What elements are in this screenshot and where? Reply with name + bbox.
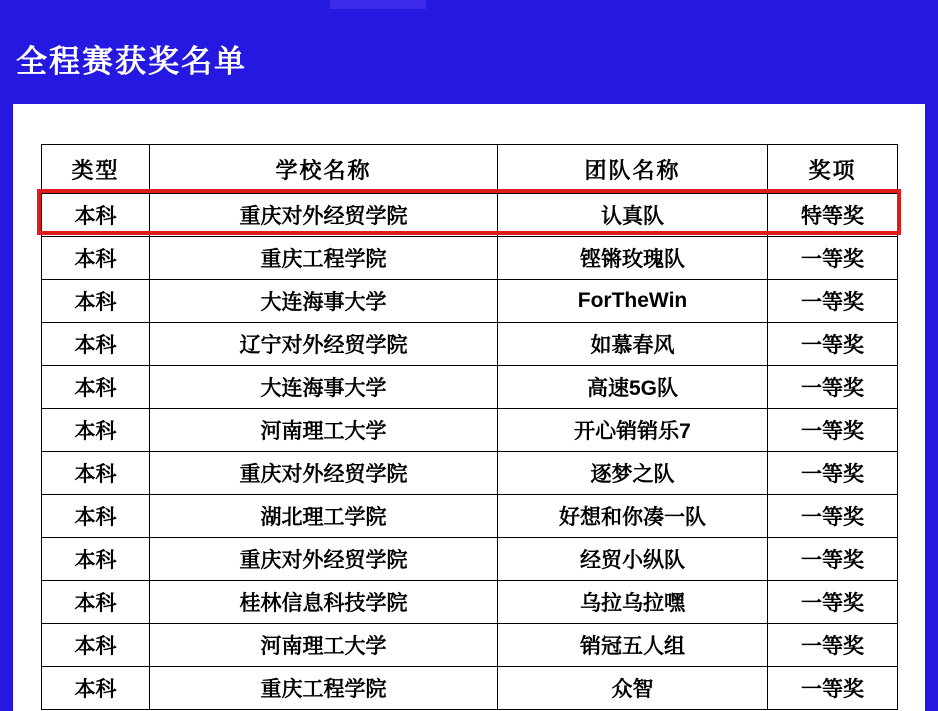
- cell-school: 重庆对外经贸学院: [150, 194, 498, 237]
- cell-school: 河南理工大学: [150, 624, 498, 667]
- cell-team: 如慕春风: [498, 323, 768, 366]
- cell-award: 一等奖: [768, 237, 898, 280]
- cell-school: 河南理工大学: [150, 409, 498, 452]
- top-accent-strip: [330, 0, 426, 9]
- page-title: 全程赛获奖名单: [16, 44, 247, 79]
- cell-type: 本科: [42, 194, 150, 237]
- cell-team: ForTheWin: [498, 280, 768, 323]
- cell-type: 本科: [42, 667, 150, 710]
- award-list-table: [41, 144, 898, 710]
- cell-school: 大连海事大学: [150, 366, 498, 409]
- cell-type: 本科: [42, 409, 150, 452]
- cell-team: 众智: [498, 667, 768, 710]
- cell-team: 认真队: [498, 194, 768, 237]
- cell-type: 本科: [42, 495, 150, 538]
- title-bar: [0, 0, 938, 104]
- column-header-team: 团队名称: [498, 145, 768, 194]
- table-row: [42, 452, 898, 495]
- table-header: [42, 145, 898, 194]
- cell-school: 桂林信息科技学院: [150, 581, 498, 624]
- cell-team: 铿锵玫瑰队: [498, 237, 768, 280]
- cell-award: 一等奖: [768, 538, 898, 581]
- cell-team: 开心销销乐7: [498, 409, 768, 452]
- cell-type: 本科: [42, 538, 150, 581]
- column-header-type: 类型: [42, 145, 150, 194]
- table-row: [42, 495, 898, 538]
- cell-award: 一等奖: [768, 452, 898, 495]
- cell-type: 本科: [42, 237, 150, 280]
- cell-team: 逐梦之队: [498, 452, 768, 495]
- table-row: [42, 366, 898, 409]
- cell-award: 一等奖: [768, 280, 898, 323]
- cell-type: 本科: [42, 280, 150, 323]
- cell-award: 一等奖: [768, 323, 898, 366]
- column-header-school: 学校名称: [150, 145, 498, 194]
- cell-award: 特等奖: [768, 194, 898, 237]
- column-header-award: 奖项: [768, 145, 898, 194]
- cell-school: 重庆对外经贸学院: [150, 538, 498, 581]
- cell-award: 一等奖: [768, 624, 898, 667]
- table-row: [42, 194, 898, 237]
- cell-type: 本科: [42, 452, 150, 495]
- cell-team: 销冠五人组: [498, 624, 768, 667]
- table-row: [42, 237, 898, 280]
- cell-school: 重庆工程学院: [150, 667, 498, 710]
- cell-school: 重庆工程学院: [150, 237, 498, 280]
- cell-award: 一等奖: [768, 581, 898, 624]
- cell-award: 一等奖: [768, 366, 898, 409]
- cell-award: 一等奖: [768, 667, 898, 710]
- table-header-row: [42, 145, 898, 194]
- cell-award: 一等奖: [768, 495, 898, 538]
- content-sheet: [13, 104, 925, 711]
- cell-type: 本科: [42, 581, 150, 624]
- table-row: [42, 624, 898, 667]
- cell-team: 经贸小纵队: [498, 538, 768, 581]
- table-row: [42, 538, 898, 581]
- cell-type: 本科: [42, 624, 150, 667]
- cell-team: 好想和你凑一队: [498, 495, 768, 538]
- cell-team: 高速5G队: [498, 366, 768, 409]
- cell-team: 乌拉乌拉嘿: [498, 581, 768, 624]
- cell-school: 重庆对外经贸学院: [150, 452, 498, 495]
- table-body: [42, 194, 898, 710]
- cell-school: 湖北理工学院: [150, 495, 498, 538]
- table-row: [42, 409, 898, 452]
- cell-school: 大连海事大学: [150, 280, 498, 323]
- cell-award: 一等奖: [768, 409, 898, 452]
- table-row: [42, 323, 898, 366]
- cell-type: 本科: [42, 366, 150, 409]
- cell-school: 辽宁对外经贸学院: [150, 323, 498, 366]
- table-row: [42, 280, 898, 323]
- table-row: [42, 667, 898, 710]
- cell-type: 本科: [42, 323, 150, 366]
- table-row: [42, 581, 898, 624]
